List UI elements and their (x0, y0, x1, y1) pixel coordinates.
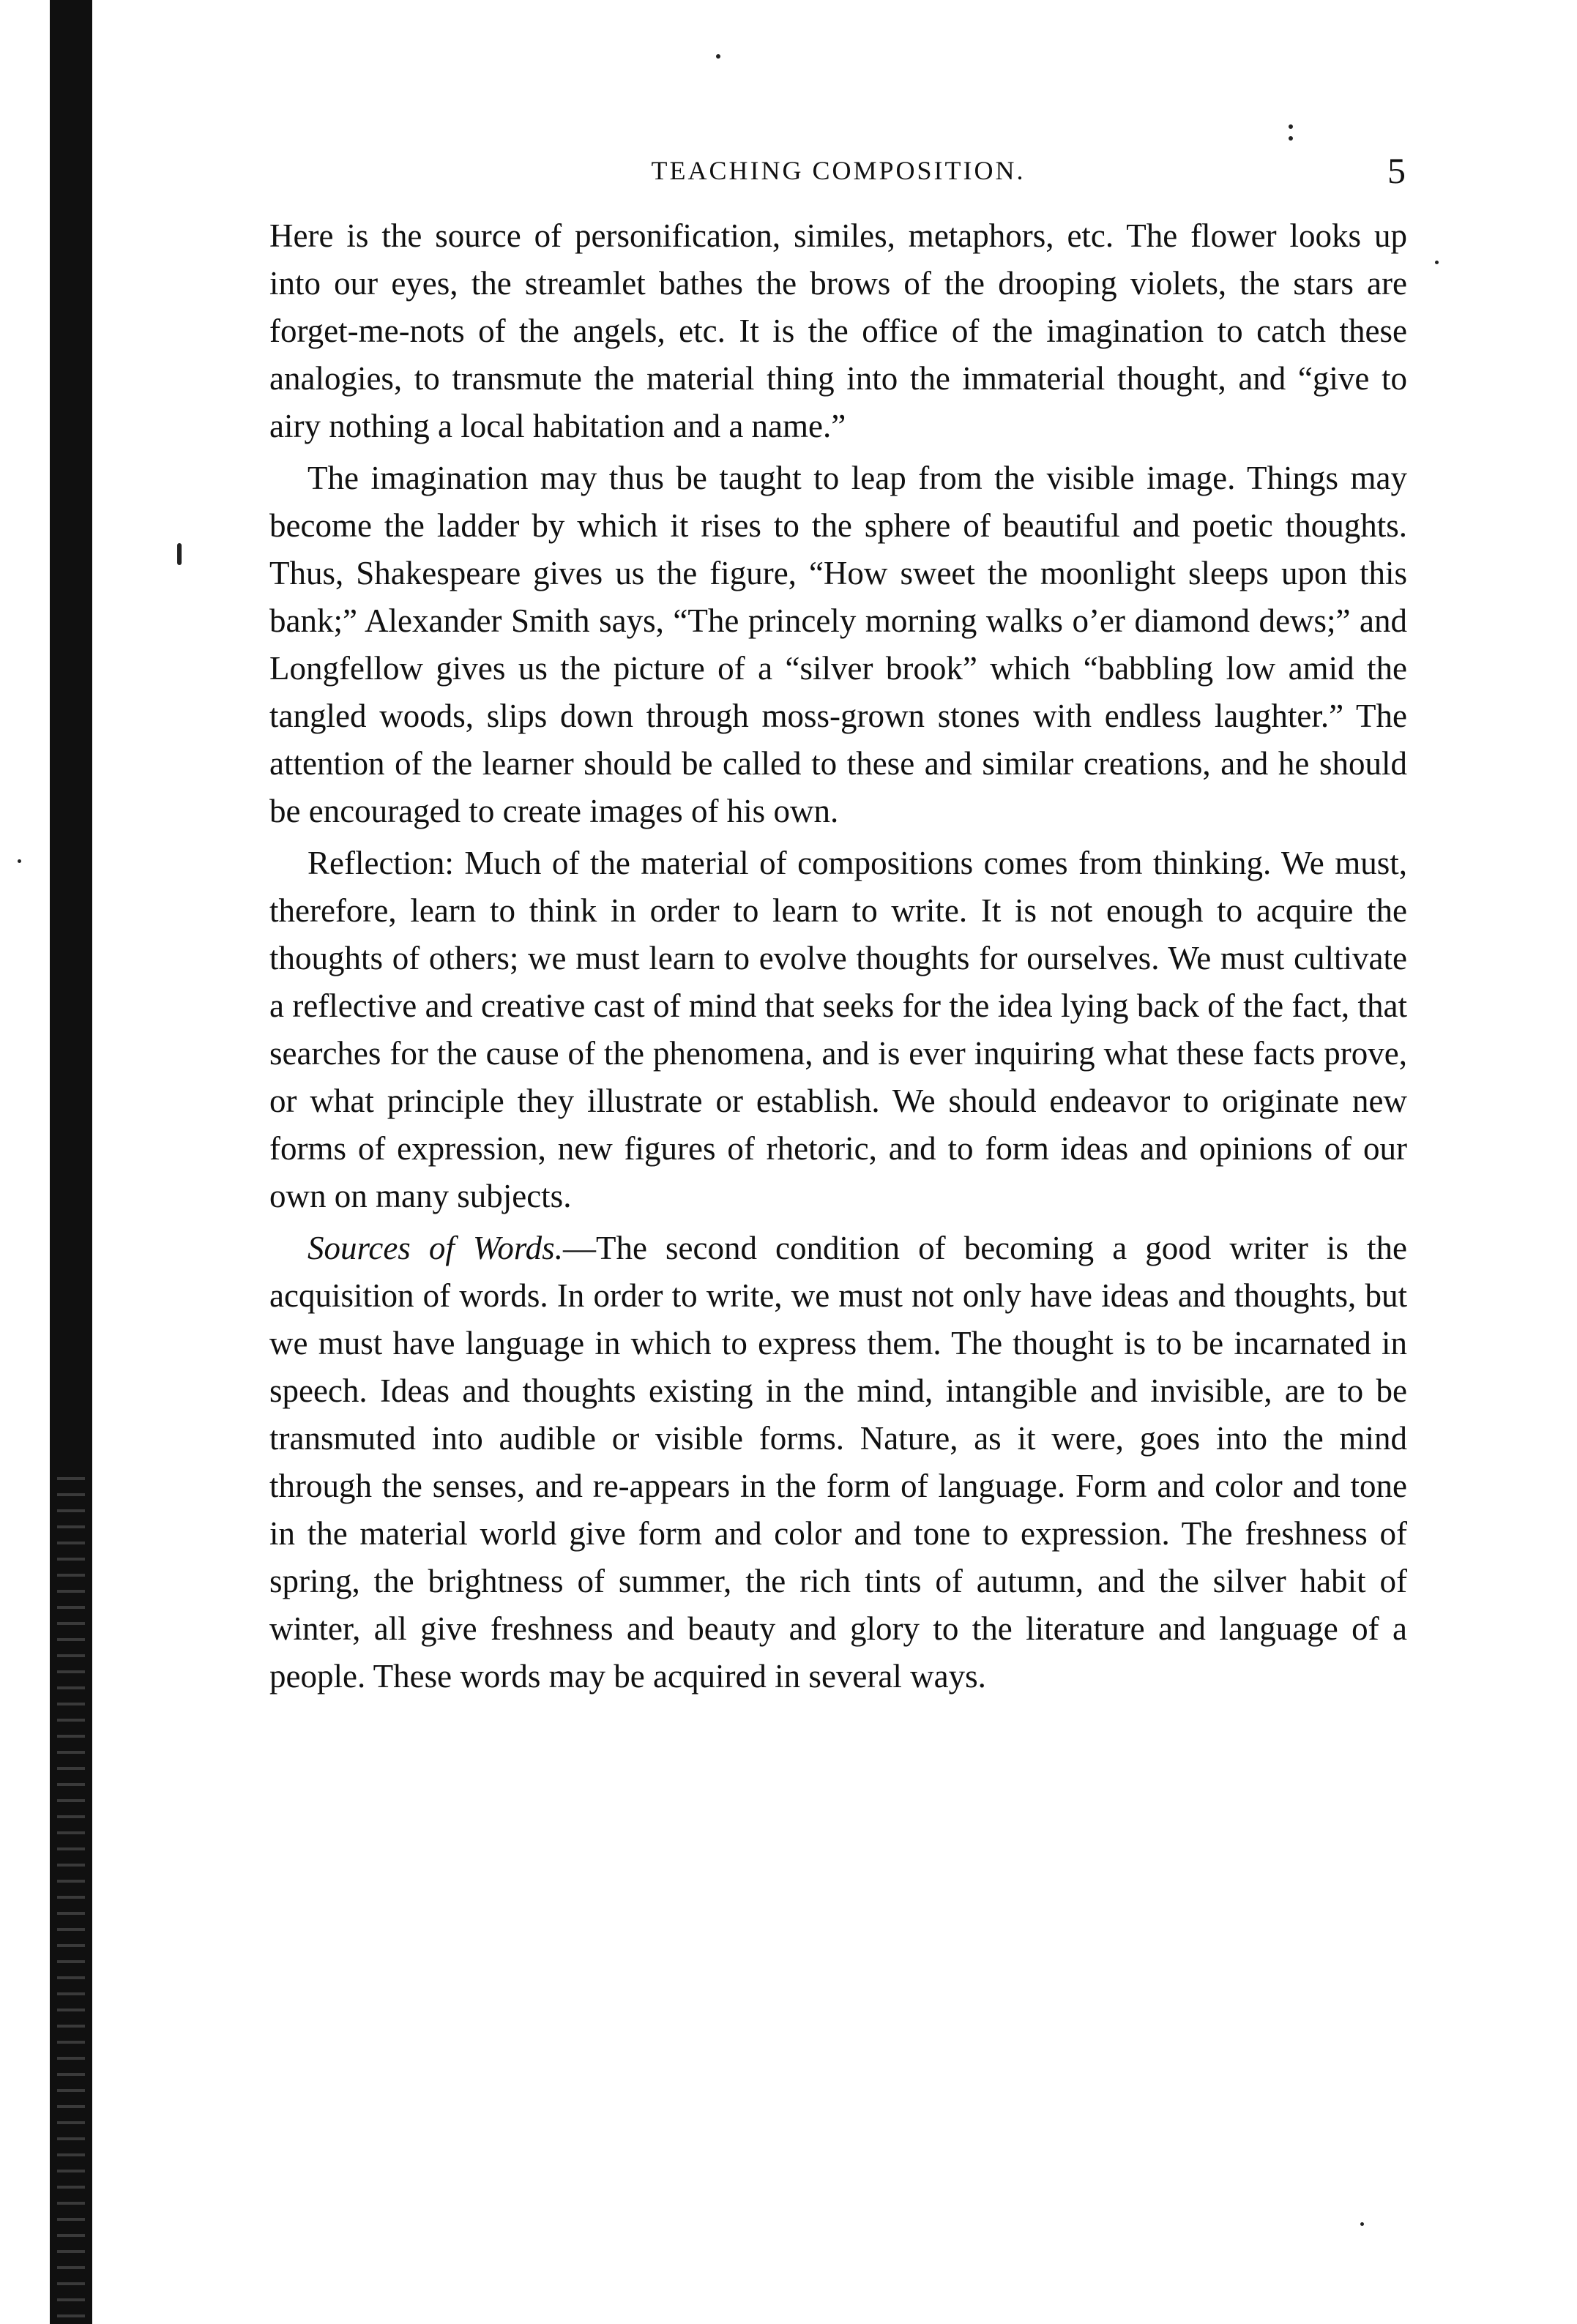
scan-speck (18, 859, 21, 863)
scan-speck (177, 543, 182, 565)
scanned-binding-edge (50, 0, 92, 2324)
paragraph-text: —The second condition of becoming a good writer is the acquisition of words. In order to write, we must not only have ideas and thoughts, but we must have language in which to express them. The thought is to be incarnated in speech. Ideas and thoughts existing in the mind, intangible and invisible, are to be transmuted into audible or visible forms. Nature, as it were, goes into the mind through the senses, and re-appears in the form of language. Form and color and tone in the material world give form and color and tone to expression. The freshness of spring, the brightness of summer, the rich tints of autumn, and the silver habit of winter, all give freshness and beauty and glory to the literature and language of a people. These words may be acquired in several ways. (269, 1230, 1408, 1695)
scan-speck (1360, 2222, 1364, 2226)
body-text (269, 212, 1407, 1705)
page-header (271, 150, 1406, 199)
paragraph: The imagination may thus be taught to leap from the visible image. Things may become the ladder by which it rises to the sphere of beautiful and poetic thoughts. Thus, Shakespeare gives us the figure, “How sweet the moonlight sleeps upon this bank;” Alexander Smith says, “The princely morning walks o’er diamond dews;” and Longfellow gives us the picture of a “silver brook” which “babbling low amid the tangled woods, slips down through moss-grown stones with endless laughter.” The attention of the learner should be called to these and similar creations, and he should be encouraged to create images of his own. (269, 460, 1407, 829)
running-head: TEACHING COMPOSITION. (651, 156, 1026, 185)
page-number: 5 (1387, 150, 1406, 191)
paragraph: Reflection: Much of the material of compositions comes from thinking. We must, therefore, learn to think in order to learn to write. It is not enough to acquire the thoughts of others; we must learn to evolve thoughts for ourselves. We must cultivate a reflective and creative cast of mind that seeks for the idea lying back of the fact, that searches for the cause of the phenomena, and is ever inquiring what these facts prove, or what principle they illustrate or establish. We should endeavor to originate new forms of expression, new figures of rhetoric, and to form ideas and opinions of our own on many subjects. (269, 845, 1407, 1214)
scan-speck (716, 54, 720, 59)
paragraph: Here is the source of personification, similes, metaphors, etc. The flower looks up into our eyes, the streamlet bathes the brows of the drooping violets, the stars are forget-me-nots of the angels, etc. It is the office of the imagination to catch these analogies, to transmute the material thing into the immaterial thought, and “give to airy nothing a local habitation and a name.” (269, 217, 1407, 444)
section-heading: Sources of Words. (307, 1230, 563, 1266)
scan-speck (1435, 261, 1439, 264)
scan-speck (1289, 136, 1293, 141)
paragraph (269, 1225, 1407, 1700)
scan-speck (1289, 124, 1293, 129)
